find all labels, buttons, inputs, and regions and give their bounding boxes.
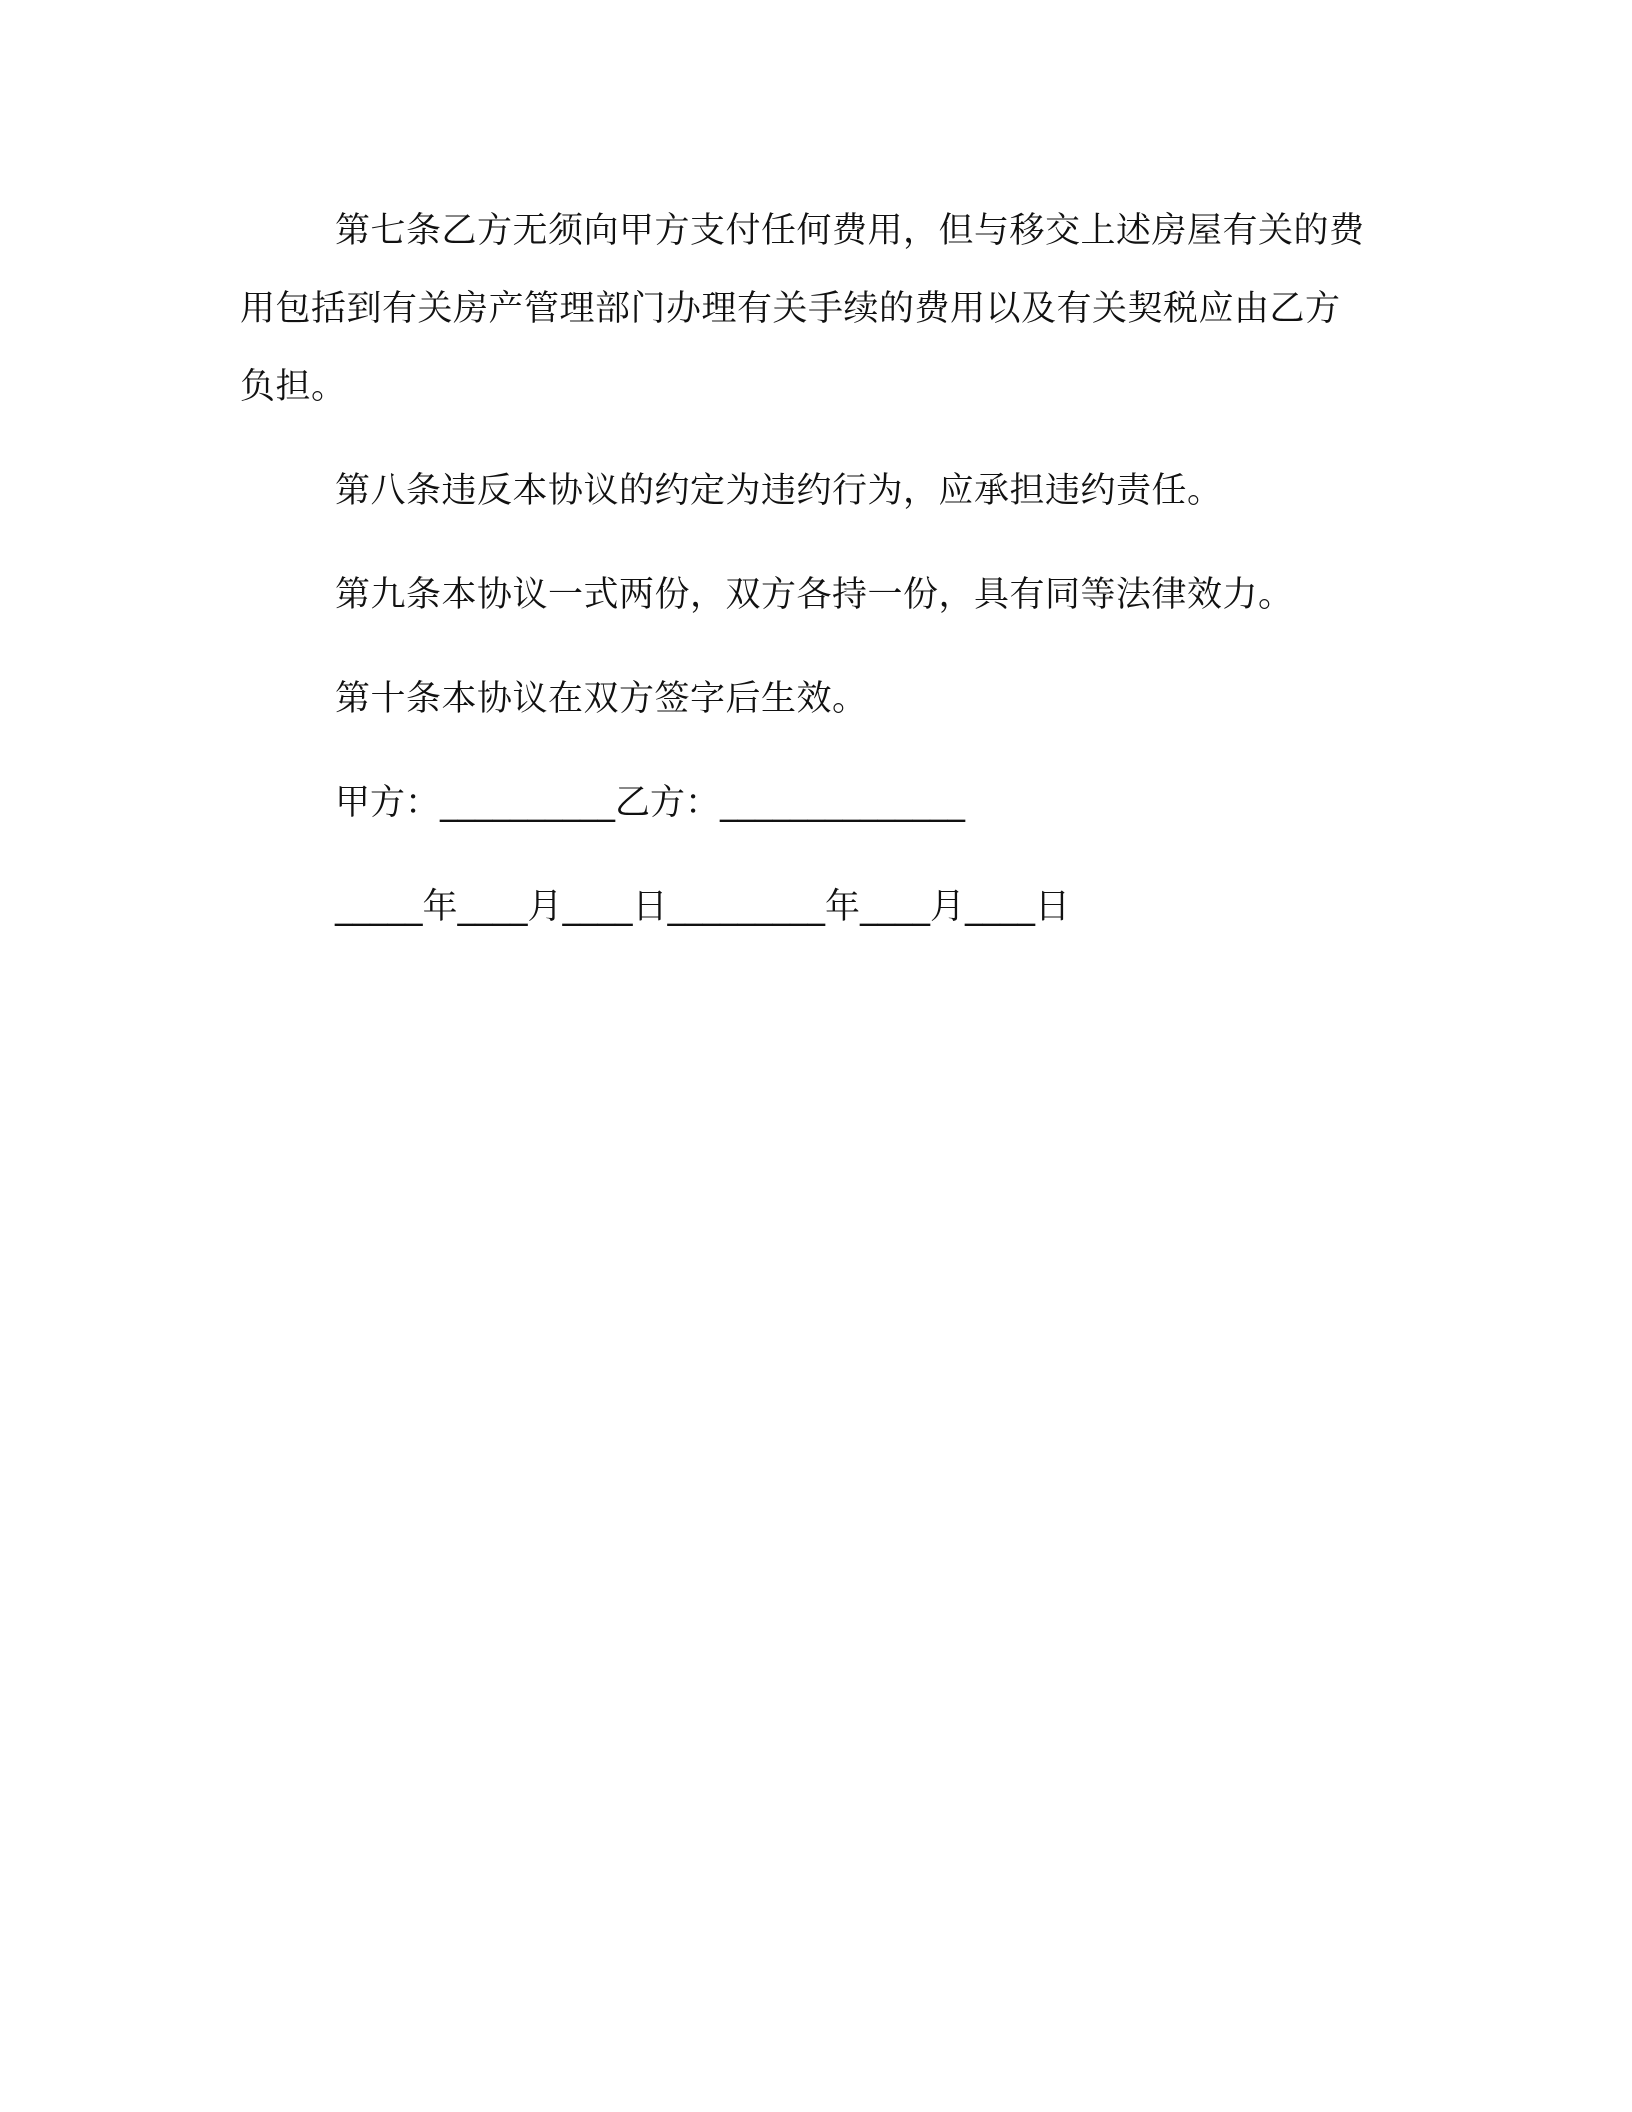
signature-line: 甲方：__________乙方：______________ bbox=[335, 783, 966, 823]
date-line: _____年____月____日_________年____月____日 bbox=[335, 887, 1071, 927]
article-9: 第九条本协议一式两份，双方各持一份，具有同等法律效力。 bbox=[335, 575, 1294, 615]
article-7: 第七条乙方无须向甲方支付任何费用，但与移交上述房屋有关的费用包括到有关房产管理部门办理有关手续的费用以及有关契税应由乙方负担。 bbox=[240, 211, 1365, 407]
article-8: 第八条违反本协议的约定为违约行为，应承担违约责任。 bbox=[335, 471, 1223, 511]
article-10: 第十条本协议在双方签字后生效。 bbox=[335, 679, 868, 719]
document-body bbox=[240, 192, 1370, 946]
